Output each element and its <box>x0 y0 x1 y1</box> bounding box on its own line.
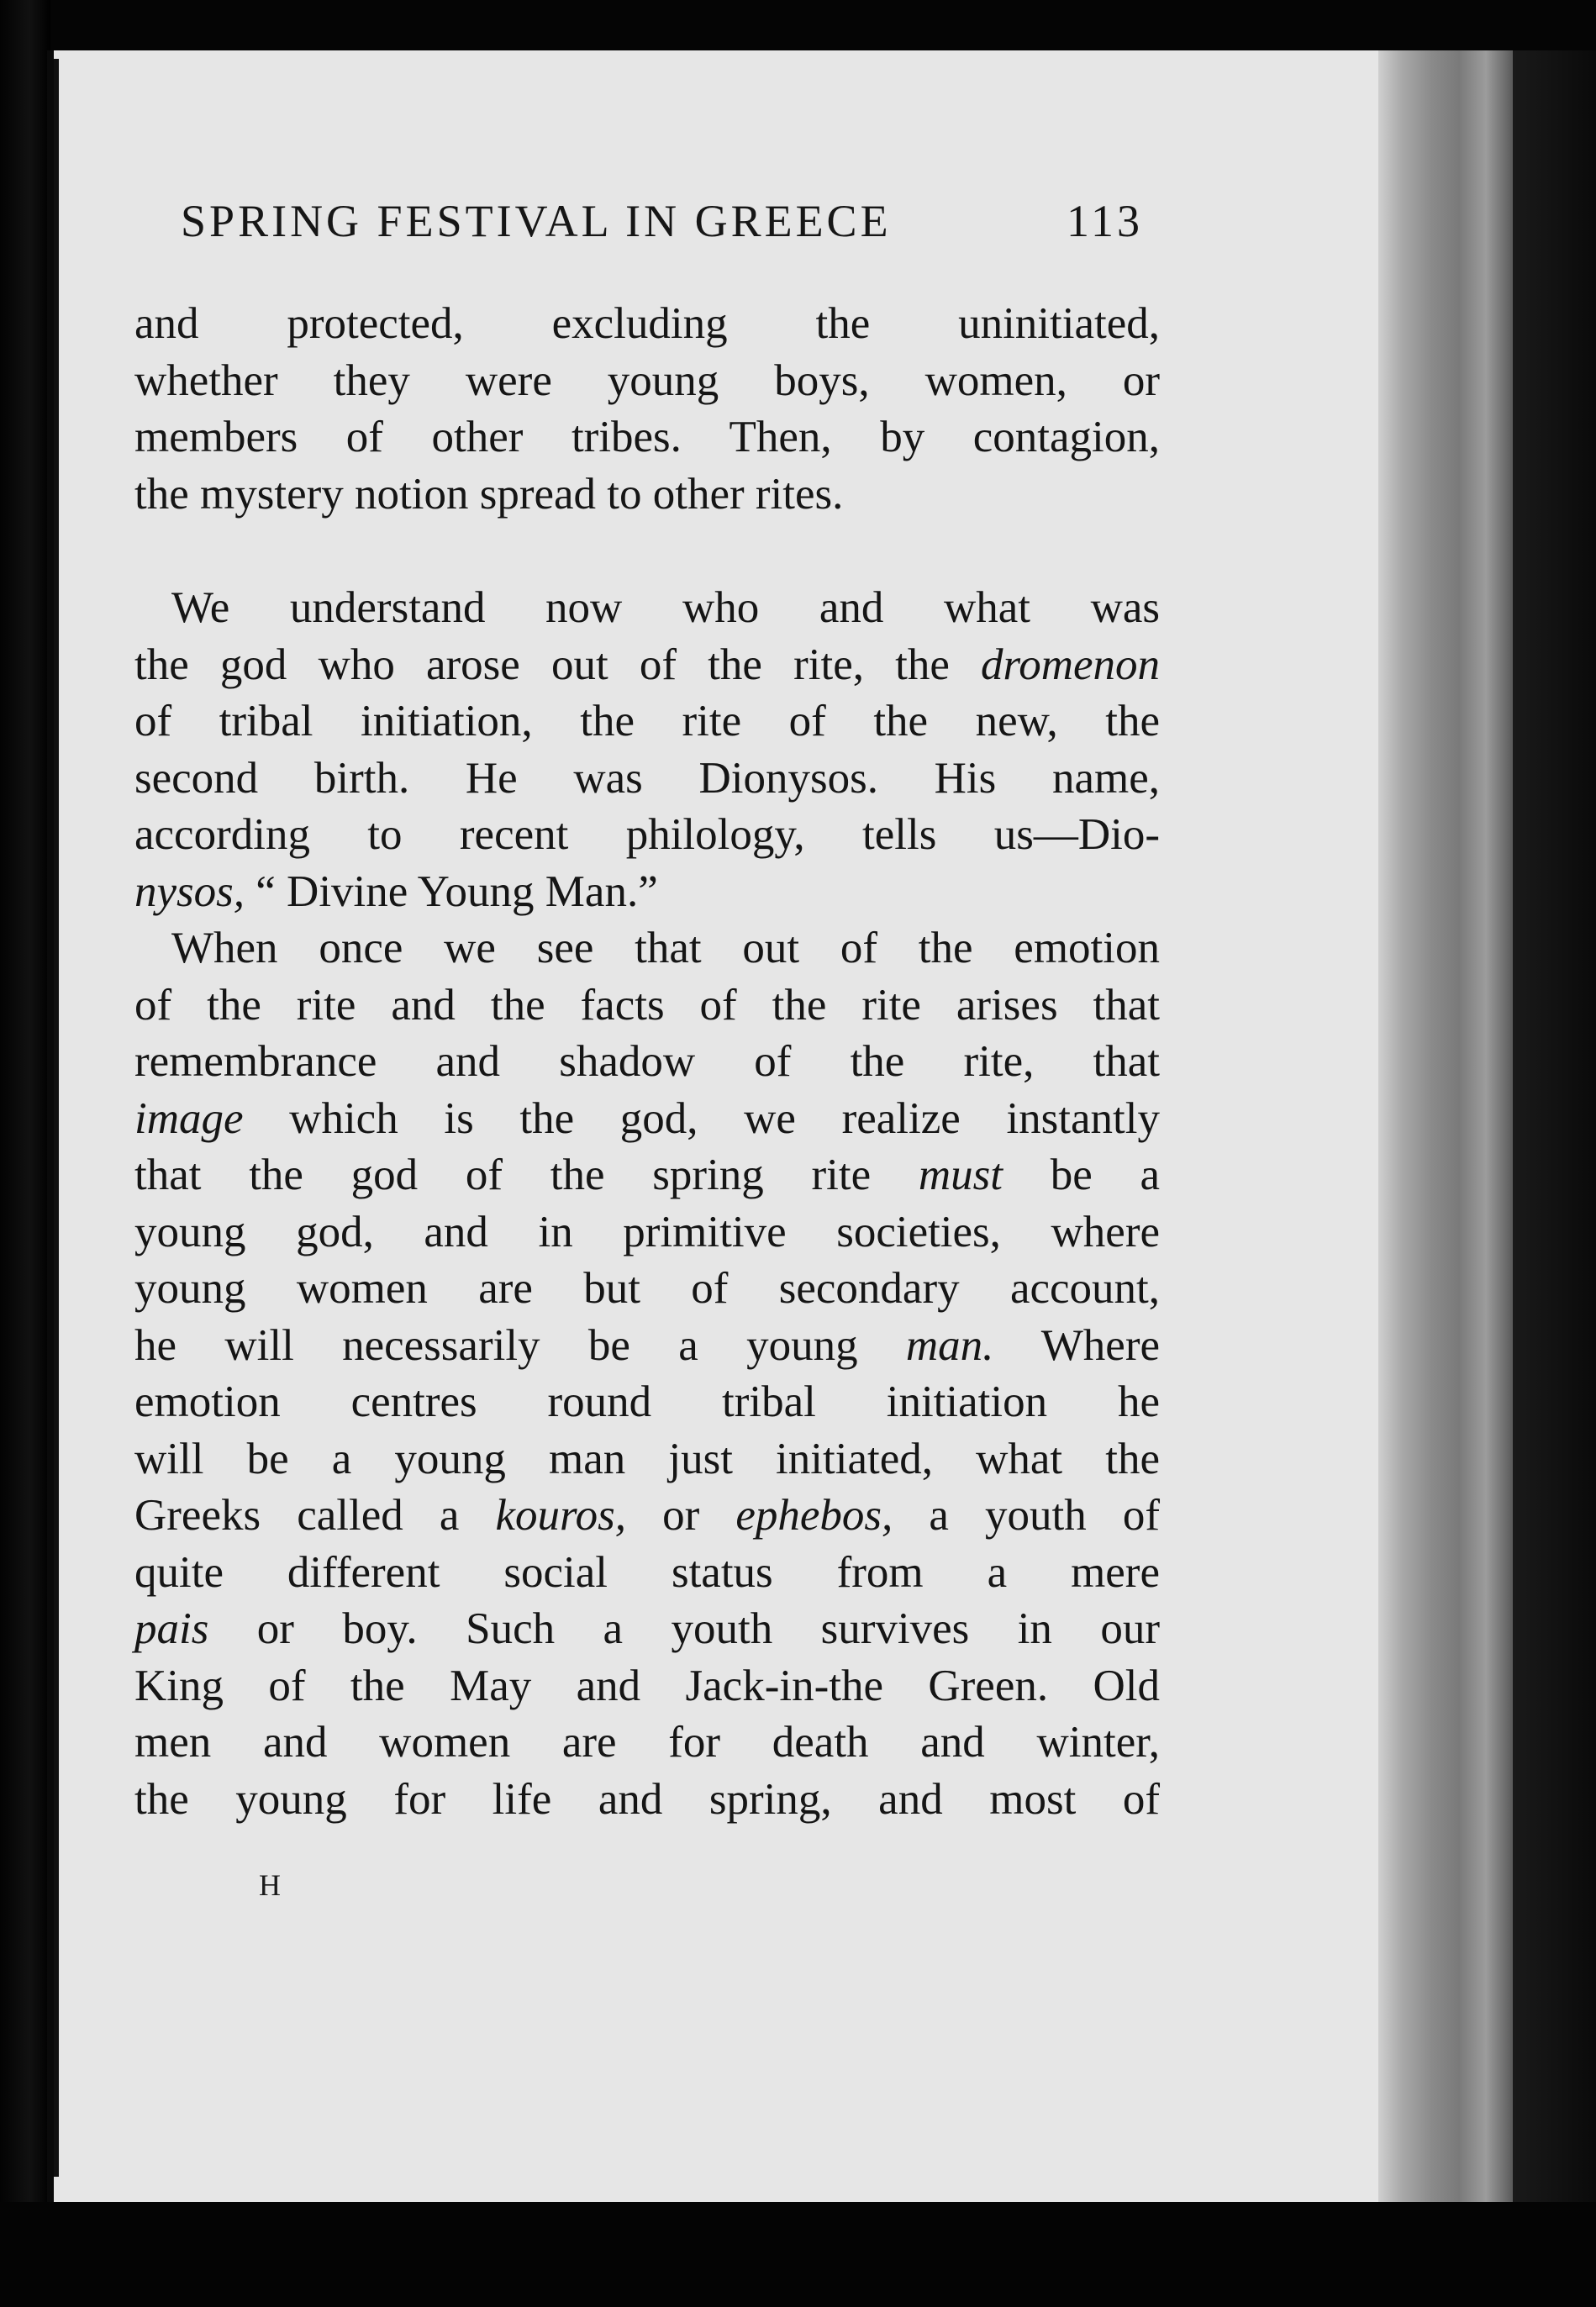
text-line: of the rite and the facts of the rite arises that <box>134 980 1160 1030</box>
text-line: of tribal initiation, the rite of the new, the <box>134 697 1160 745</box>
text-line: emotion centres round tribal initiation he <box>134 1377 1160 1426</box>
text-line: When once we see that out of the emotion <box>171 924 1160 972</box>
text-line: according to recent philology, tells us—Dio- <box>134 810 1160 859</box>
text-line: whether they were young boys, women, or <box>134 356 1160 405</box>
paragraph-1 <box>134 296 1160 523</box>
text-line: young women are but of secondary account, <box>134 1264 1160 1313</box>
page-gutter-edge <box>54 59 59 2177</box>
scan-background-left <box>0 0 50 2307</box>
text-line: and protected, excluding the uninitiated, <box>134 299 1160 348</box>
page-stack-edge <box>1378 50 1513 2202</box>
text-line: remembrance and shadow of the rite, that <box>134 1037 1160 1086</box>
text-line: he will necessarily be a young man. Where <box>134 1320 1161 1370</box>
text-line: second birth. He was Dionysos. His name, <box>134 753 1160 803</box>
paragraph-2 <box>134 580 1160 1828</box>
text-line: pais or boy. Such a youth survives in our <box>134 1604 1160 1653</box>
text-line: members of other tribes. Then, by contagion, <box>134 413 1160 461</box>
text-line: quite different social status from a mere <box>134 1547 1160 1597</box>
text-line: the mystery notion spread to other rites. <box>134 469 844 519</box>
text-line: King of the May and Jack-in-the Green. Old <box>134 1661 1160 1710</box>
text-line: that the god of the spring rite must be a <box>134 1151 1160 1199</box>
running-title: SPRING FESTIVAL IN GREECE <box>181 196 892 246</box>
text-line: men and women are for death and winter, <box>134 1718 1160 1767</box>
text-line: nysos, “ Divine Young Man.” <box>134 866 658 916</box>
text-line: the young for life and spring, and most of <box>134 1774 1160 1824</box>
text-line: image which is the god, we realize instantly <box>134 1093 1160 1143</box>
running-head <box>181 195 1143 247</box>
text-line: We understand now who and what was <box>171 583 1160 632</box>
page-number: 113 <box>1067 196 1143 246</box>
scan-background-bottom <box>0 2202 1596 2307</box>
text-line: the god who arose out of the rite, the dromenon <box>134 640 1160 689</box>
signature-mark: H <box>259 1868 281 1902</box>
scan-background-right <box>1513 50 1596 2219</box>
text-line: will be a young man just initiated, what the <box>134 1434 1160 1483</box>
text-line: Greeks called a kouros, or ephebos, a youth of <box>134 1491 1160 1540</box>
text-line: young god, and in primitive societies, where <box>134 1207 1160 1256</box>
